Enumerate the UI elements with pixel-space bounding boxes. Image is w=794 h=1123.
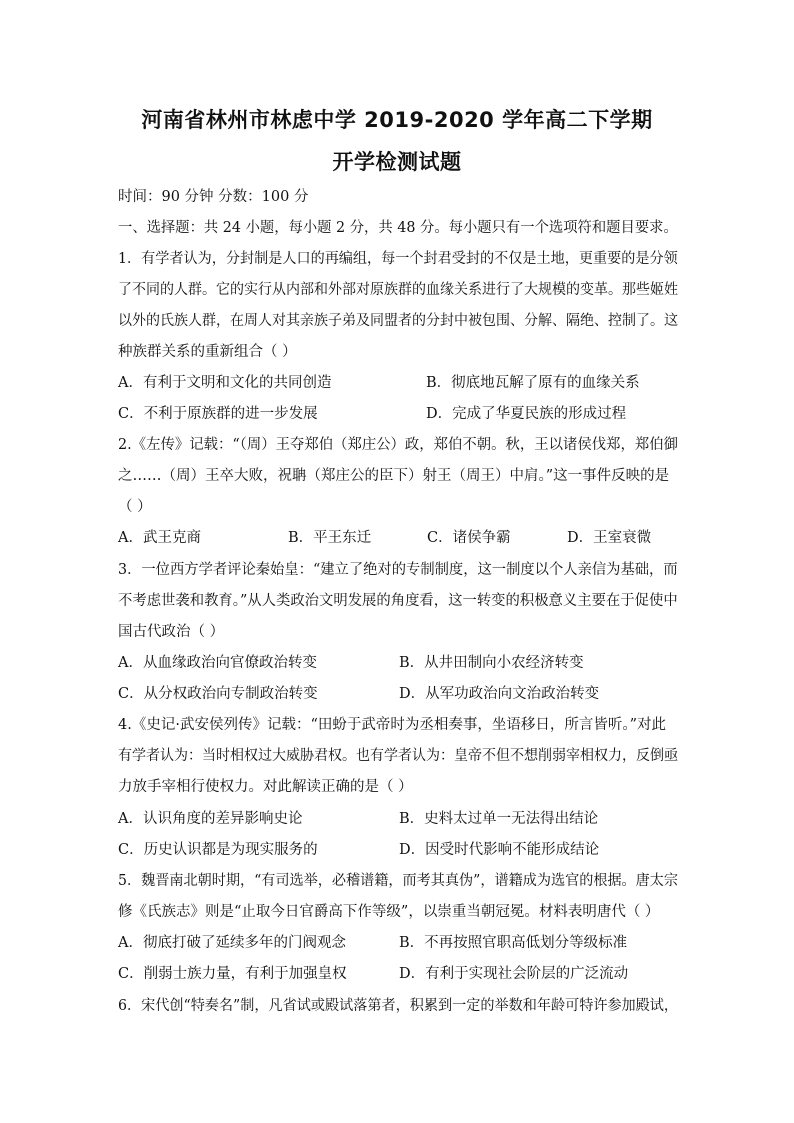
question-4-line-3: 力放手宰相行使权力。对此解读正确的是（ ）	[118, 779, 413, 795]
question-3-option-b: B．从井田制向小农经济转变	[399, 655, 584, 671]
question-4-option-b: B．史料太过单一无法得出结论	[399, 811, 599, 827]
question-1-option-a: A．有利于文明和文化的共同创造	[118, 375, 332, 391]
question-5-line-1: 5．魏晋南北朝时期，“有司选举，必稽谱籍，而考其真伪”，谱籍成为选官的根据。唐太宗	[118, 873, 679, 889]
time-score-line: 时间：90 分钟 分数：100 分	[118, 189, 309, 205]
question-2-option-d: D．王室衰微	[567, 530, 652, 546]
question-1-line-3: 以外的氏族人群，在周人对其亲族子弟及同盟者的分封中被包围、分解、隔绝、控制了。这	[118, 313, 678, 329]
question-2-line-1: 2.《左传》记载：“（周）王夺郑伯（郑庄公）政，郑伯不朝。秋，王以诸侯伐郑，郑伯御	[118, 437, 678, 453]
question-4-option-a: A．认识角度的差异影响史论	[118, 811, 303, 827]
section-heading: 一、选择题：共 24 小题，每小题 2 分，共 48 分。每小题只有一个选项符和题目要求。	[118, 220, 678, 236]
question-5-option-d: D．有利于实现社会阶层的广泛流动	[399, 966, 629, 982]
question-2-option-a: A．武王克商	[118, 530, 201, 546]
question-2-option-c: C．诸侯争霸	[427, 530, 511, 546]
question-5-option-c: C．削弱士族力量，有利于加强皇权	[118, 966, 347, 982]
question-3-option-c: C．从分权政治向专制政治转变	[118, 686, 318, 702]
question-5-option-a: A．彻底打破了延续多年的门阀观念	[118, 935, 346, 951]
question-1-option-c: C．不利于原族群的进一步发展	[118, 406, 318, 422]
question-4-option-c: C．历史认识都是为现实服务的	[118, 842, 318, 858]
question-2-line-3: （ ）	[118, 499, 152, 515]
question-3-line-2: 不考虑世袭和教育。”从人类政治文明发展的角度看，这一转变的积极意义主要在于促使中	[118, 593, 678, 609]
question-3-option-d: D．从军功政治向文治政治转变	[399, 686, 600, 702]
question-4-line-2: 有学者认为：当时相权过大威胁君权。也有学者认为：皇帝不但不想削弱宰相权力，反倒亟	[118, 748, 678, 764]
question-1-option-b: B．彻底地瓦解了原有的血缘关系	[426, 375, 640, 391]
question-1-line-2: 了不同的人群。它的实行从内部和外部对原族群的血缘关系进行了大规模的变革。那些姬姓	[118, 282, 678, 298]
question-4-line-1: 4.《史记·武安侯列传》记载：“田蚡于武帝时为丞相奏事，坐语移日，所言皆听。”对此	[118, 717, 667, 733]
question-5-line-2: 修《氏族志》则是“止取今日官爵高下作等级”，以崇重当朝冠冕。材料表明唐代（ ）	[118, 904, 660, 920]
question-6-line-1: 6．宋代创“特奏名”制，凡省试或殿试落第者，积累到一定的举数和年龄可特许参加殿试，	[118, 998, 679, 1014]
exam-title: 河南省林州市林虑中学 2019-2020 学年高二下学期	[141, 108, 653, 132]
question-1-line-1: 1．有学者认为，分封制是人口的再编组，每一个封君受封的不仅是土地，更重要的是分领	[118, 251, 678, 267]
question-3-line-3: 国古代政治（ ）	[118, 624, 225, 640]
question-2-line-2: 之……（周）王卒大败，祝聃（郑庄公的臣下）射王（周王）中肩。”这一事件反映的是	[118, 468, 670, 484]
exam-subtitle: 开学检测试题	[332, 150, 462, 174]
question-3-line-1: 3．一位西方学者评论秦始皇：“建立了绝对的专制制度，这一制度以个人亲信为基础，而	[118, 562, 678, 578]
question-5-option-b: B．不再按照官职高低划分等级标准	[399, 935, 628, 951]
question-1-option-d: D．完成了华夏民族的形成过程	[426, 406, 627, 422]
question-3-option-a: A．从血缘政治向官僚政治转变	[118, 655, 317, 671]
question-2-option-b: B．平王东迁	[288, 530, 372, 546]
question-1-line-4: 种族群关系的重新组合（ ）	[118, 344, 297, 360]
question-4-option-d: D．因受时代影响不能形成结论	[399, 842, 600, 858]
